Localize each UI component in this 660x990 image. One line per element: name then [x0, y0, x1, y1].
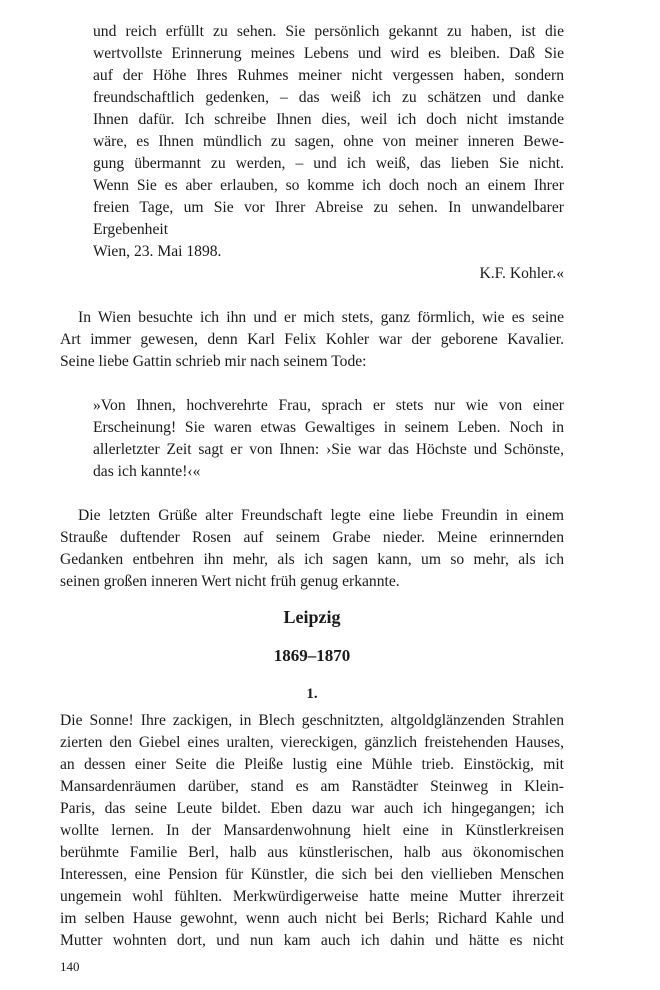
text-line: Wenn Sie es aber erlauben, so komme ich doch noch an einem Ihrer	[93, 177, 564, 194]
text-line: freien Tage, um Sie vor Ihrer Abreise zu sehen. In unwandelbarer	[93, 199, 564, 216]
text-line: gung übermannt zu werden, – und ich weiß, das lieben Sie nicht.	[93, 155, 564, 172]
text-line: das ich kannte!‹«	[93, 463, 201, 480]
text-line: Seine liebe Gattin schrieb mir nach seinem Tode:	[60, 353, 367, 370]
text-line: Art immer gewesen, denn Karl Felix Kohler war der geborene Kavalier.	[60, 331, 564, 348]
letter-date: Wien, 23. Mai 1898.	[93, 243, 222, 260]
chapter-years: 1869–1870	[273, 646, 351, 665]
letter-signature: K.F. Kohler.«	[479, 265, 564, 282]
text-line: Mansardenräumen darüber, stand es am Ranstädter Steinweg in Klein-	[60, 778, 564, 795]
text-line: Die Sonne! Ihre zackigen, in Blech geschnitzten, altgoldglänzenden Strahlen	[60, 712, 564, 729]
text-line: In Wien besuchte ich ihn und er mich stets, ganz förmlich, wie es seine	[78, 309, 564, 326]
text-line: Interessen, eine Pension für Künstler, die sich bei den viellieben Menschen	[60, 866, 564, 883]
text-line: wollte lernen. In der Mansardenwohnung hielt eine in Künstlerkreisen	[60, 822, 564, 839]
text-line: ungemein wohl fühlten. Merkwürdigerweise hatte meine Mutter ihrerzeit	[60, 888, 564, 905]
text-line: wäre, es Ihnen mündlich zu sagen, ohne von meiner inneren Bewe-	[93, 133, 564, 150]
text-line: auf der Höhe Ihres Ruhmes meiner nicht vergessen haben, sondern	[93, 67, 564, 84]
text-line: Erscheinung! Sie waren etwas Gewaltiges in seinem Leben. Noch in	[93, 419, 564, 436]
text-line: Paris, das seine Leute bildet. Eben dazu war auch ich hingegangen; ich	[60, 800, 564, 817]
section-number: 1.	[306, 686, 318, 702]
chapter-title: Leipzig	[283, 607, 341, 627]
text-line: Strauße duftender Rosen auf seinem Grabe nieder. Meine erinnernden	[60, 529, 564, 546]
text-line: und reich erfüllt zu sehen. Sie persönlich gekannt zu haben, ist die	[93, 23, 564, 40]
text-line: seinen großen inneren Wert nicht früh genug erkannte.	[60, 573, 400, 590]
text-line: zierten den Giebel eines uralten, viereckigen, gänzlich freistehenden Hauses,	[60, 734, 564, 751]
text-line: Ihnen dafür. Ich schreibe Ihnen dies, weil ich doch nicht imstande	[93, 111, 564, 128]
text-line: wertvollste Erinnerung meines Lebens und wird es bleiben. Daß Sie	[93, 45, 564, 62]
text-line: im selben Hause gewohnt, wenn auch nicht bei Berls; Richard Kahle und	[60, 910, 564, 927]
text-line: »Von Ihnen, hochverehrte Frau, sprach er stets nur wie von einer	[93, 397, 564, 414]
text-line: Mutter wohnten dort, und nun kam auch ich dahin und hätte es nicht	[60, 932, 564, 949]
text-line: Die letzten Grüße alter Freundschaft legte eine liebe Freundin in einem	[78, 507, 564, 524]
page-number: 140	[60, 959, 80, 974]
text-line: allerletzter Zeit sagt er von Ihnen: ›Sie war das Höchste und Schönste,	[93, 441, 564, 458]
text-line: berühmte Familie Berl, halb aus künstlerischen, halb aus ökonomischen	[60, 844, 564, 861]
text-line: Gedanken entbehren ihn mehr, als ich sagen kann, um so mehr, als ich	[60, 551, 564, 568]
text-line: Ergebenheit	[93, 221, 169, 238]
text-line: freundschaftlich gedenken, – das weiß ich zu schätzen und danke	[93, 89, 564, 106]
text-line: an dessen einer Seite die Pleiße lustig eine Mühle trieb. Einstöckig, mit	[60, 756, 564, 773]
